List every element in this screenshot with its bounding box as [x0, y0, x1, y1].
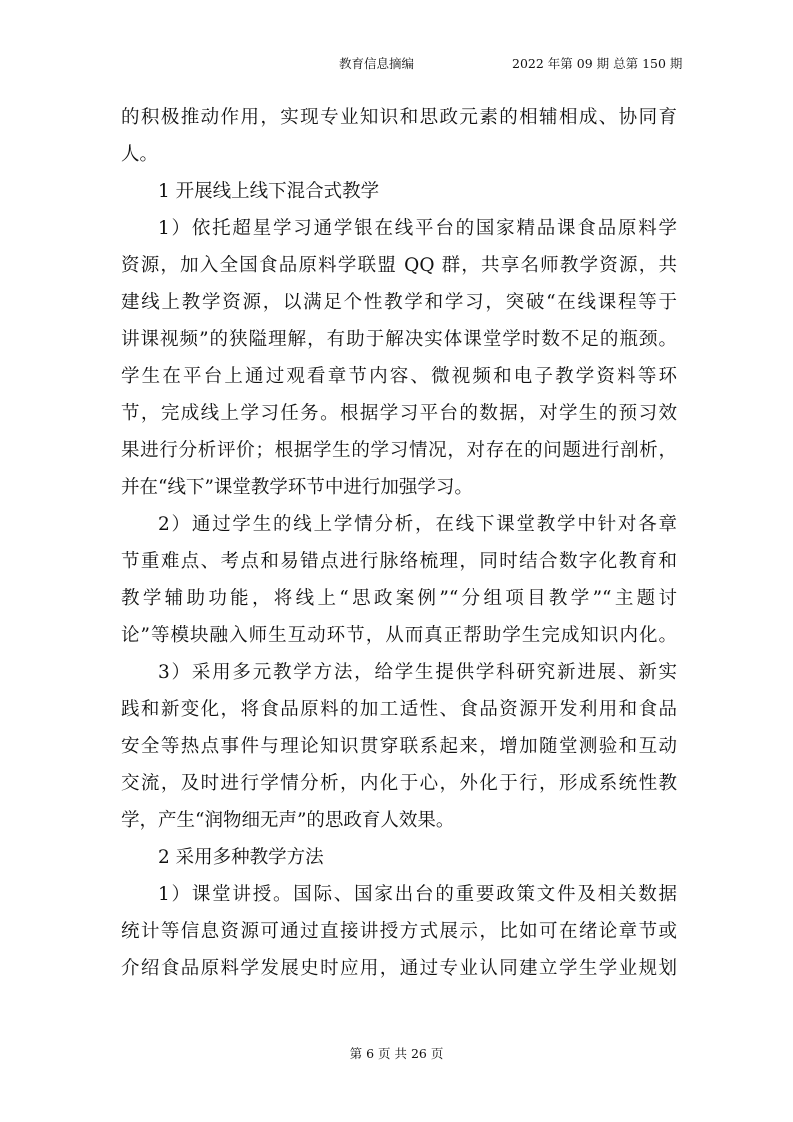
- text-line: 资源，加入全国食品原料学联盟 QQ 群，共享名师教学资源，共: [121, 255, 677, 276]
- page-footer: [0, 1044, 793, 1064]
- text-line: 3）采用多元教学方法，给学生提供学科研究新进展、新实: [158, 662, 677, 683]
- text-line: 交流，及时进行学情分析，内化于心，外化于行，形成系统性教: [121, 773, 677, 794]
- text-line: 践和新变化，将食品原料的加工适性、食品资源开发利用和食品: [121, 699, 677, 720]
- text-line: 的积极推动作用，实现专业知识和思政元素的相辅相成、协同育: [121, 107, 677, 128]
- text-line: 并在“线下”课堂教学环节中进行加强学习。: [121, 477, 473, 498]
- text-line: 学，产生“润物细无声”的思政育人效果。: [121, 810, 455, 831]
- journal-name: 教育信息摘编: [339, 56, 415, 71]
- article-body: [121, 99, 677, 987]
- issue-number: 2022 年第 09 期 总第 150 期: [512, 56, 683, 71]
- text-line: 人。: [121, 144, 159, 165]
- text-line: 建线上教学资源，以满足个性教学和学习，突破“在线课程等于: [121, 292, 677, 313]
- section-heading: 1 开展线上线下混合式教学: [158, 181, 380, 202]
- text-line: 学生在平台上通过观看章节内容、微视频和电子教学资料等环: [121, 366, 677, 387]
- text-line: 1）课堂讲授。国际、国家出台的重要政策文件及相关数据: [158, 884, 677, 905]
- page-number: 第 6 页 共 26 页: [349, 1046, 444, 1061]
- text-line: 介绍食品原料学发展史时应用，通过专业认同建立学生学业规划: [121, 958, 677, 979]
- page-header: [0, 51, 793, 77]
- text-line: 论”等模块融入师生互动环节，从而真正帮助学生完成知识内化。: [121, 625, 677, 646]
- text-line: 1）依托超星学习通学银在线平台的国家精品课食品原料学: [158, 218, 677, 239]
- text-line: 统计等信息资源可通过直接讲授方式展示，比如可在绪论章节或: [121, 921, 677, 942]
- text-line: 讲课视频”的狭隘理解，有助于解决实体课堂学时数不足的瓶颈。: [121, 329, 677, 350]
- text-line: 节，完成线上学习任务。根据学习平台的数据，对学生的预习效: [121, 403, 677, 424]
- text-line: 2）通过学生的线上学情分析，在线下课堂教学中针对各章: [158, 514, 677, 535]
- text-line: 安全等热点事件与理论知识贯穿联系起来，增加随堂测验和互动: [121, 736, 677, 757]
- text-line: 果进行分析评价；根据学生的学习情况，对存在的问题进行剖析，: [121, 440, 677, 461]
- text-line: 节重难点、考点和易错点进行脉络梳理，同时结合数字化教育和: [121, 551, 677, 572]
- text-line: 教学辅助功能，将线上“思政案例”“分组项目教学”“主题讨: [121, 588, 677, 609]
- section-heading: 2 采用多种教学方法: [158, 847, 324, 868]
